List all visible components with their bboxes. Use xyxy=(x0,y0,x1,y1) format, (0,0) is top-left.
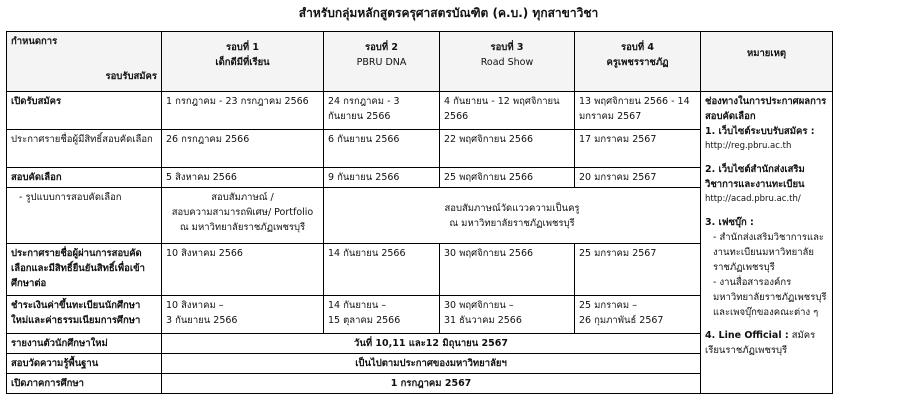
row-label: สอบวัดความรู้พื้นฐาน xyxy=(7,354,162,374)
row-label: ชำระเงินค่าขึ้นทะเบียนนักศึกษาใหม่และค่าธรรมเนียมการศึกษา xyxy=(7,296,162,334)
round-header-label: รอบรับสมัคร xyxy=(105,71,157,82)
cell-value: 5 สิงหาคม 2566 xyxy=(162,168,324,188)
note-item-4-title: 4. Line Official : xyxy=(705,330,789,341)
cell-value: 20 มกราคม 2567 xyxy=(575,168,701,188)
round-1-name: รอบที่ 1 xyxy=(225,42,260,53)
cell-value: 9 กันยายน 2566 xyxy=(324,168,440,188)
notes-header-label: หมายเหตุ xyxy=(746,48,787,59)
cell-value: 4 กันยายน - 12 พฤศจิกายน 2566 xyxy=(440,92,575,130)
payment-r4-start: 25 มกราคม – xyxy=(579,300,637,311)
payment-r4-end: 26 กุมภาพันธ์ 2567 xyxy=(579,315,664,326)
cell-value: 17 มกราคม 2567 xyxy=(575,130,701,168)
note-item-4-text: สมัครเรียนราชภัฏเพชรบุรี xyxy=(705,330,816,356)
cell-value: 10 สิงหาคม 2566 xyxy=(162,244,324,296)
note-item-4 xyxy=(705,328,828,358)
row-label: ประกาศรายชื่อผู้ผ่านการสอบคัดเลือกและมีสิทธิ์ยืนยันสิทธิ์เพื่อเข้าศึกษาต่อ xyxy=(7,244,162,296)
cell-value: 1 กรกฎาคม 2567 xyxy=(162,374,701,394)
row-label: รายงานตัวนักศึกษาใหม่ xyxy=(7,334,162,354)
cell-value: 25 มกราคม 2567 xyxy=(575,244,701,296)
row-label: ประกาศรายชื่อผู้มีสิทธิ์สอบคัดเลือก xyxy=(7,130,162,168)
payment-r2-end: 15 ตุลาคม 2566 xyxy=(328,315,401,326)
payment-r2-start: 14 กันยายน – xyxy=(328,300,387,311)
note-item-3-facebook-c: และเพจบุ๊กของคณะต่าง ๆ xyxy=(713,307,819,318)
exam-format-r1-line3: ณ มหาวิทยาลัยราชภัฏเพชรบุรี xyxy=(179,222,306,233)
note-item-1-title: 1. เว็บไซต์ระบบรับสมัคร : xyxy=(705,126,815,137)
round-3-name: รอบที่ 3 xyxy=(490,42,524,53)
round-2-name: รอบที่ 2 xyxy=(364,42,399,53)
payment-r3-end: 31 ธันวาคม 2566 xyxy=(444,315,522,326)
round-4-name: รอบที่ 4 xyxy=(620,42,655,53)
cell-value: 13 พฤศจิกายน 2566 - 14 มกราคม 2567 xyxy=(575,92,701,130)
payment-r1-end: 3 กันยายน 2566 xyxy=(166,315,238,326)
note-item-3-title: 3. เฟซบุ๊ก : xyxy=(705,217,754,228)
cell-value xyxy=(575,296,701,334)
round-2-subtitle: PBRU DNA xyxy=(356,57,407,68)
payment-r3-start: 30 พฤศจิกายน – xyxy=(444,300,514,311)
cell-value: 25 พฤศจิกายน 2566 xyxy=(440,168,575,188)
round-3-subtitle: Road Show xyxy=(480,57,534,68)
cell-value xyxy=(162,296,324,334)
cell-value: 24 กรกฎาคม - 3 กันยายน 2566 xyxy=(324,92,440,130)
round-1-subtitle: เด็กดีมีที่เรียน xyxy=(215,57,270,68)
cell-value: 26 กรกฎาคม 2566 xyxy=(162,130,324,168)
round-2-header xyxy=(324,32,440,92)
note-item-2-link[interactable]: http://acad.pbru.ac.th/ xyxy=(705,194,801,204)
cell-value: 14 กันยายน 2566 xyxy=(324,244,440,296)
round-4-header xyxy=(575,32,701,92)
cell-value xyxy=(324,296,440,334)
note-item-2-title: 2. เว็บไซต์สำนักส่งเสริมวิชาการและงานทะเบียน xyxy=(705,164,805,190)
cell-value: วันที่ 10,11 และ12 มิถุนายน 2567 xyxy=(162,334,701,354)
cell-value xyxy=(440,296,575,334)
cell-value: 22 พฤศจิกายน 2566 xyxy=(440,130,575,168)
row-label: เปิดรับสมัคร xyxy=(7,92,162,130)
payment-r1-start: 10 สิงหาคม – xyxy=(166,300,224,311)
notes-header xyxy=(701,32,833,92)
table-row xyxy=(7,92,833,130)
round-4-subtitle: ครูเพชรราชภัฏ xyxy=(606,57,669,68)
cell-value xyxy=(324,188,701,244)
cell-value: เป็นไปตามประกาศของมหาวิทยาลัยฯ xyxy=(162,354,701,374)
row-label: - รูปแบบการสอบคัดเลือก xyxy=(7,188,162,244)
page-title: สำหรับกลุ่มหลักสูตรครุศาสตรบัณฑิต (ค.บ.) ทุกสาขาวิชา xyxy=(298,6,599,20)
cell-value: 6 กันยายน 2566 xyxy=(324,130,440,168)
note-item-3-facebook-a: - สำนักส่งเสริมวิชาการและงานทะเบียนมหาวิทยาลัยราชภัฏเพชรบุรี xyxy=(713,232,825,273)
exam-format-r234-line2: ณ มหาวิทยาลัยราชภัฏเพชรบุรี xyxy=(449,217,575,229)
exam-format-r234-line1: สอบสัมภาษณ์วัดแววความเป็นครู xyxy=(444,202,580,214)
cell-value xyxy=(162,188,324,244)
header-row xyxy=(7,32,833,92)
notes-cell xyxy=(701,92,833,394)
row-label: สอบคัดเลือก xyxy=(7,168,162,188)
corner-header-cell xyxy=(7,32,162,92)
round-3-header xyxy=(440,32,575,92)
exam-format-r1-line2: สอบความสามารถพิเศษ/ Portfolio xyxy=(171,207,314,218)
note-item-3-facebook-b: - งานสื่อสารองค์กร มหาวิทยาลัยราชภัฏเพชรบุรี xyxy=(713,277,827,303)
exam-format-r1-line1: สอบสัมภาษณ์ / xyxy=(211,192,274,203)
admission-schedule-table xyxy=(6,31,833,394)
note-item-1-link[interactable]: http://reg.pbru.ac.th xyxy=(705,141,792,151)
row-label: เปิดภาคการศึกษา xyxy=(7,374,162,394)
schedule-header-label: กำหนดการ xyxy=(11,36,58,47)
cell-value: 1 กรกฎาคม - 23 กรกฎาคม 2566 xyxy=(162,92,324,130)
notes-heading: ช่องทางในการประกาศผลการสอบคัดเลือก xyxy=(705,96,827,122)
cell-value: 30 พฤศจิกายน 2566 xyxy=(440,244,575,296)
round-1-header xyxy=(162,32,324,92)
